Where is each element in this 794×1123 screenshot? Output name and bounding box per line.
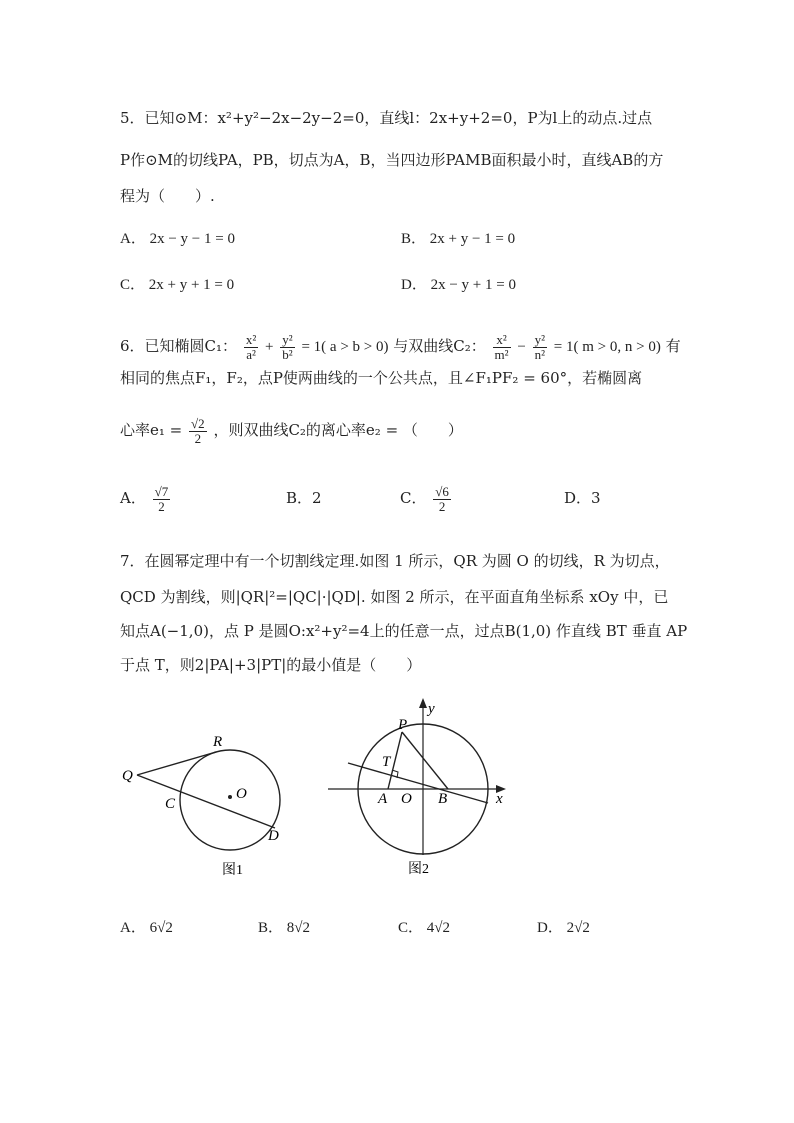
label-p: P [398,717,408,733]
center-o-dot [228,795,232,799]
label-o: O [401,791,412,807]
q5-line1: 5．已知⊙M：x²+y²−2x−2y−2=0，直线l：2x+y+2=0，P为l上的动点.过点 [120,109,653,127]
label-t: T [382,754,391,770]
q6-line1: 6．已知椭圆C₁： $\frac{\text{x²}}{\text{a²}}$ + $\frac{\text{y²}}{\text{b²}}$ = 1( a > b > 0) 与双曲线C₂： $\frac{\text{x²}}{\text{m²}}$ − $\frac{\text{y²}}{\text{n²}}$ = 1( m > 0, n > 0) 有 [120,331,681,362]
q6-line3 [120,408,463,452]
q7-option-c: C． 4√2 [398,920,450,936]
q7-option-b: B． 8√2 [258,920,310,936]
figure-2-caption: 图2 [408,862,429,877]
q6-line3-end: ，则双曲线C₂的离心率e₂ = （ ） [213,421,463,439]
label-c: C [165,796,176,812]
q5-line2: P作⊙M的切线PA，PB，切点为A，B，当四边形PAMB面积最小时，直线AB的方 [120,151,664,169]
label-d: D [268,828,279,844]
secant-qd [137,775,275,828]
q6-option-b: B．2 [286,489,322,507]
q7-option-a: A． 6√2 [120,920,173,936]
label-x: x [496,791,503,807]
option-a-fraction: $\frac{√7}{2}$ [154,483,169,514]
q6-line2: 相同的焦点F₁，F₂，点P使两曲线的一个公共点，且∠F₁PF₂ = 60°，若椭圆离 [120,369,643,387]
circle-o [180,750,280,850]
q6-line1-start: 6．已知椭圆C₁： [120,337,238,355]
q7-line4: 于点 T，则2|PA|+3|PT|的最小值是（ ） [120,656,422,674]
label-r: R [213,734,223,750]
tangent-qr [137,752,216,775]
option-c-fraction: $\frac{√6}{2}$ [435,483,449,514]
q7-line1: 7．在圆幂定理中有一个切割线定理.如图 1 所示，QR 为圆 O 的切线，R 为切点， [120,552,670,570]
label-y: y [428,701,435,717]
q6-option-c: C． $\frac{√6}{2}$ [400,483,449,514]
q5-option-c: C． 2x + y + 1 = 0 [120,277,235,293]
q6-line1-end: 有 [665,337,681,355]
hyperbola-condition: = 1( m > 0, n > 0) [553,339,661,355]
label-q: Q [122,768,133,784]
label-b: B [438,791,448,807]
hyperbola-x-fraction: $\frac{\text{x²}}{\text{m²}}$ [494,331,509,362]
q5-option-a: A． 2x − y − 1 = 0 [120,231,235,247]
q7-line3: 知点A(−1,0)，点 P 是圆O:x²+y²=4上的任意一点，过点B(1,0) 作直线 BT 垂直 AP [120,622,688,640]
label-o: O [236,786,247,802]
q6-line1-mid: 与双曲线C₂： [393,337,486,355]
line-bt [348,763,488,803]
label-a: A [378,791,388,807]
ellipse-y-fraction: $\frac{\text{y²}}{\text{b²}}$ [282,331,293,362]
q6-option-d: D．3 [564,489,601,507]
q5-line3: 程为（ ）. [120,187,215,205]
figure-1-caption: 图1 [222,863,243,878]
q5-option-d: D． 2x − y + 1 = 0 [401,277,516,293]
q5-option-b: B． 2x + y − 1 = 0 [401,231,516,247]
q6-option-a: A． $\frac{√7}{2}$ [120,483,169,514]
figure-2 [320,695,520,890]
ellipse-x-fraction: $\frac{\text{x²}}{\text{a²}}$ [245,331,257,362]
hyperbola-y-fraction: $\frac{\text{y²}}{\text{n²}}$ [534,331,545,362]
q7-option-d: D． 2√2 [537,920,590,936]
figure-1 [110,720,310,890]
e1-value: $\frac{√2}{2}$ [191,415,205,446]
q6-line3-start: 心率e₁ = [120,421,183,439]
ellipse-condition: = 1( a > b > 0) [301,339,389,355]
q7-line2: QCD 为割线，则|QR|²=|QC|·|QD|. 如图 2 所示，在平面直角坐标系 xOy 中，已 [120,588,669,606]
